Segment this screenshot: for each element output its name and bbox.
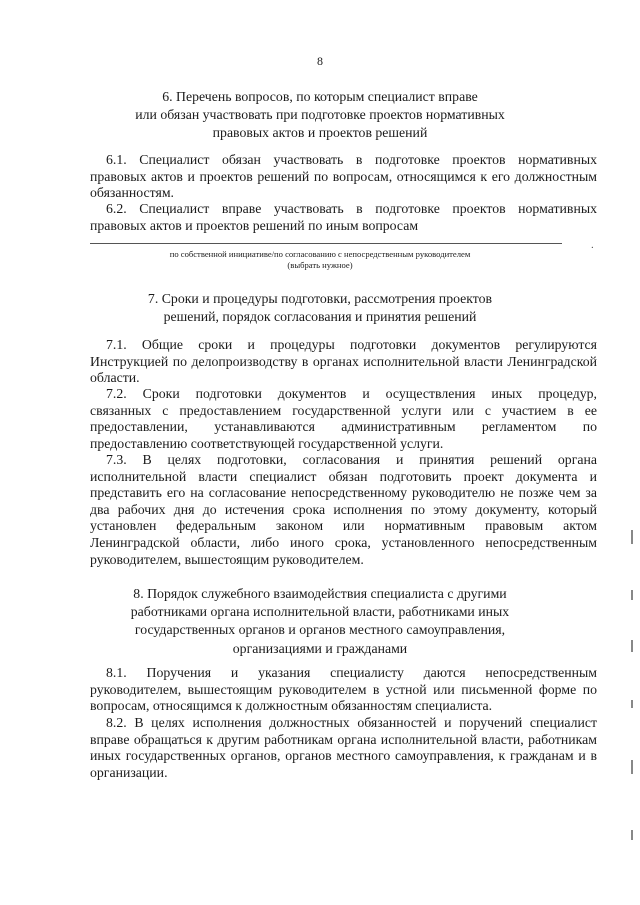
paragraph-line: руководителем, вышестоящим руководителем в устной или письменной форме по: [90, 681, 597, 697]
paragraph-6-1: [90, 152, 597, 202]
paragraph-line: организации.: [90, 764, 168, 780]
section-7-heading-line: 7. Сроки и процедуры подготовки, рассмотрения проектов: [147, 291, 493, 306]
paragraph-line: руководителем, вышестоящим руководителем.: [90, 551, 364, 567]
paragraph-line: 7.3. В целях подготовки, согласования и принятия решений органа: [106, 452, 597, 467]
paragraph-6-2: [90, 201, 597, 234]
paragraph-line: два рабочих дня до истечения срока исполнения по этому документу, который: [90, 501, 597, 517]
paragraph-8-2: [90, 715, 597, 781]
page-number: 8: [317, 54, 323, 68]
paragraph-line: предоставлению соответствующей государственной услуги.: [90, 435, 444, 451]
section-8-heading: [0, 585, 640, 658]
paragraph-line: Ленинградской области, либо иного срока, установленного непосредственным: [90, 534, 597, 550]
paragraph-7-3: [90, 452, 597, 568]
paragraph-line: иных государственных органов, органов местного самоуправления, к гражданам и в: [90, 748, 597, 764]
paragraph-7-1: [90, 337, 597, 387]
caption-line: по собственной инициативе/по согласованию с непосредственным руководителем: [169, 249, 471, 259]
paragraph-line: 8.1. Поручения и указания специалисту даются непосредственным: [106, 665, 597, 680]
paragraph-line: представить его на согласование непосредственному руководителю не позже чем за: [90, 485, 597, 501]
paragraph-line: Инструкцией по делопроизводству в органах исполнительной власти Ленинградской: [90, 353, 597, 369]
paragraph-line: 6.2. Специалист вправе участвовать в подготовке проектов нормативных: [106, 201, 597, 216]
paragraph-line: 7.1. Общие сроки и процедуры подготовки документов регулируются: [106, 337, 597, 352]
section-8-heading-line: работниками органа исполнительной власти, работниками иных: [130, 604, 510, 620]
section-6-heading: [0, 88, 640, 143]
scan-margin-specks: [631, 530, 634, 850]
paragraph-line: вправе обращаться к другим работникам органа исполнительной власти, работникам: [90, 731, 597, 747]
paragraph-line: 8.2. В целях исполнения должностных обязанностей и поручений специалист: [106, 715, 597, 730]
section-7-heading-line: решений, порядок согласования и принятия решений: [163, 309, 477, 325]
paragraph-8-1: [90, 665, 597, 715]
section-6-heading-line: или обязан участвовать при подготовке проектов нормативных: [135, 107, 505, 123]
section-6-heading-line: правовых актов и проектов решений: [212, 125, 428, 141]
paragraph-line: правовых актов и проектов решений по иным вопросам: [90, 217, 419, 233]
caption-line: (выбрать нужное): [287, 260, 353, 270]
paragraph-line: установлен федеральным законом или нормативным правовым актом: [90, 518, 597, 534]
fill-in-mark: .: [591, 239, 594, 251]
paragraph-line: правовых актов и проектов решений по вопросам, относящимся к его должностным: [90, 168, 597, 184]
paragraph-line: обязанностям.: [90, 185, 175, 201]
fill-in-line: [90, 243, 562, 244]
paragraph-line: 6.1. Специалист обязан участвовать в подготовке проектов нормативных: [106, 152, 597, 167]
section-8-heading-line: 8. Порядок служебного взаимодействия специалиста с другими: [133, 586, 507, 601]
paragraph-line: вопросам, относящимся к должностным обязанностям специалиста.: [90, 698, 493, 714]
paragraph-7-2: [90, 386, 597, 452]
paragraph-line: исполнительной власти специалист обязан подготовить проект документа и: [90, 468, 597, 484]
paragraph-line: области.: [90, 370, 140, 386]
paragraph-line: 7.2. Сроки подготовки документов и осуществления иных процедур,: [106, 386, 597, 401]
fill-in-caption: [0, 249, 640, 271]
section-8-heading-line: организациями и гражданами: [232, 640, 408, 656]
paragraph-line: связанных с предоставлением государственной услуги или с участием в ее: [90, 402, 597, 418]
section-7-heading: [0, 290, 640, 326]
section-6-heading-line: 6. Перечень вопросов, по которым специалист вправе: [162, 89, 478, 104]
paragraph-line: предоставлении, устанавливаются административным регламентом по: [90, 419, 597, 435]
section-8-heading-line: государственных органов и органов местного самоуправления,: [134, 622, 506, 638]
